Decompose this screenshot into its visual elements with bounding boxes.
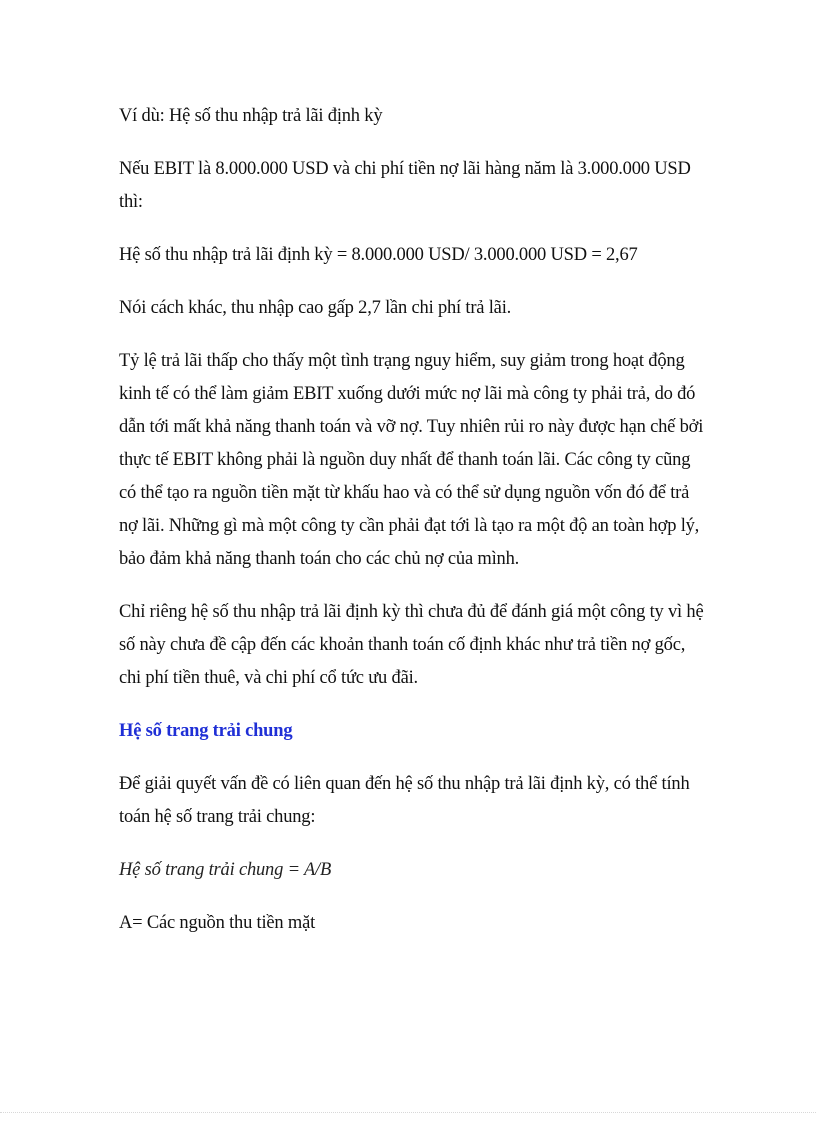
coverage-formula: Hệ số trang trải chung = A/B <box>119 860 332 880</box>
risk-paragraph: Tỷ lệ trả lãi thấp cho thấy một tình trạng nguy hiểm, suy giảm trong hoạt động kinh tế có thể làm giảm EBIT xuống dưới mức nợ lãi mà công ty phải trả, do đó dẫn tới mất khả năng thanh toán và vỡ nợ. Tuy nhiên rủi ro này được hạn chế bởi thực tế EBIT không phải là nguồn duy nhất để thanh toán lãi. Các công ty cũng có thể tạo ra nguồn tiền mặt từ khấu hao và có thể sử dụng nguồn vốn đó để trả nợ lãi. Những gì mà một công ty cần phải đạt tới là tạo ra một độ an toàn hợp lý, bảo đảm khả năng thanh toán cho các chủ nợ của mình. <box>119 351 704 569</box>
document-body <box>119 100 709 960</box>
section-heading: Hệ số trang trải chung <box>119 721 293 741</box>
example-title: Ví dù: Hệ số thu nhập trả lãi định kỳ <box>119 106 383 126</box>
section-intro: Để giải quyết vấn đề có liên quan đến hệ số thu nhập trả lãi định kỳ, có thể tính toán hệ số trang trải chung: <box>119 774 690 827</box>
page-bottom-rule <box>0 1112 816 1113</box>
limitation-paragraph: Chỉ riêng hệ số thu nhập trả lãi định kỳ thì chưa đủ để đánh giá một công ty vì hệ số này chưa đề cập đến các khoản thanh toán cố định khác như trả tiền nợ gốc, chi phí tiền thuê, và chi phí cổ tức ưu đãi. <box>119 602 704 688</box>
ratio-interpretation: Nói cách khác, thu nhập cao gấp 2,7 lần chi phí trả lãi. <box>119 298 512 318</box>
ratio-calculation: Hệ số thu nhập trả lãi định kỳ = 8.000.000 USD/ 3.000.000 USD = 2,67 <box>119 245 638 265</box>
ebit-example: Nếu EBIT là 8.000.000 USD và chi phí tiền nợ lãi hàng năm là 3.000.000 USD thì: <box>119 159 691 212</box>
definition-a: A= Các nguồn thu tiền mặt <box>119 913 316 933</box>
